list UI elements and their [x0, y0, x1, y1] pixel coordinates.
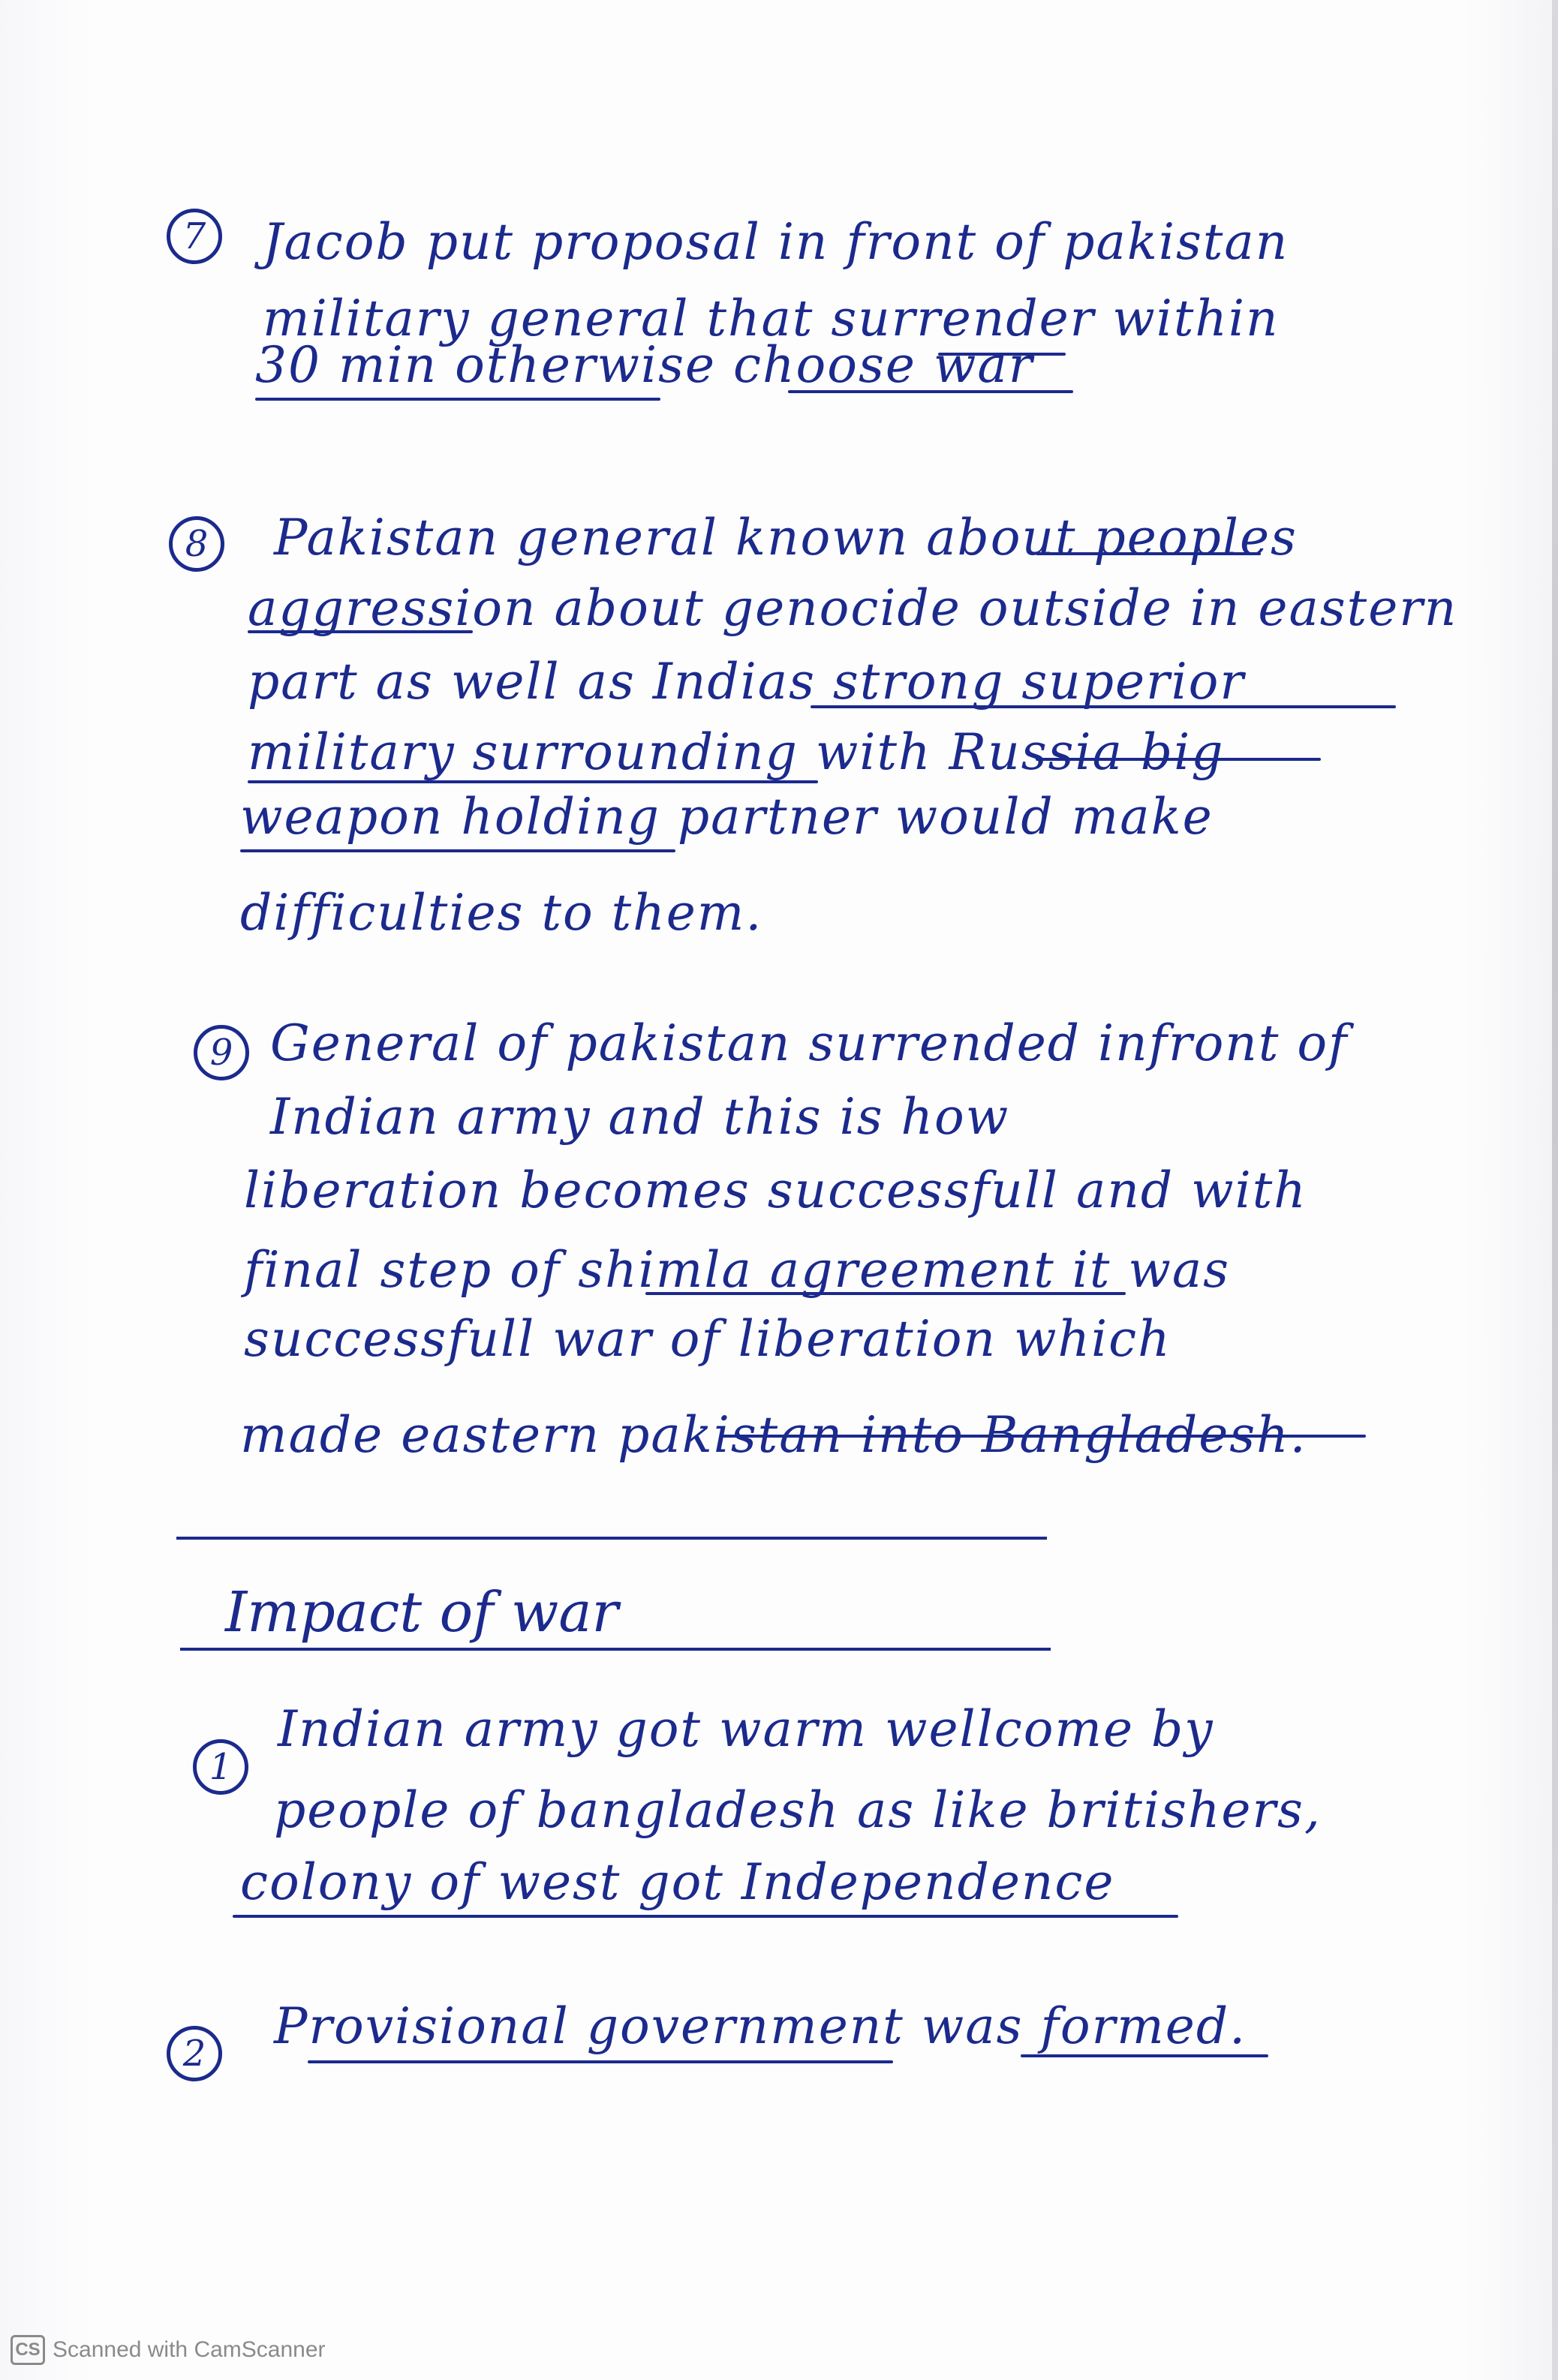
divider-line-top	[176, 1537, 1047, 1540]
point-9-line-6: made eastern pakistan into Bangladesh.	[240, 1406, 1307, 1464]
camscanner-logo-icon: CS	[11, 2335, 45, 2365]
point-9-line-2: Indian army and this is how	[270, 1088, 1010, 1146]
underline-pakistan-bangladesh	[720, 1435, 1366, 1438]
point-7-line-2: military general that surrender within	[263, 290, 1280, 347]
point-7-line-1: Jacob put proposal in front of pakistan	[263, 213, 1289, 271]
impact-1-line-2: people of bangladesh as like britishers,	[274, 1781, 1322, 1839]
point-8-line-4: military surrounding with Russia big	[248, 723, 1225, 781]
underline-formed	[1021, 2054, 1268, 2057]
point-8-line-2: aggression about genocide outside in eastern	[248, 579, 1458, 637]
point-9-line-4: final step of shimla agreement it was	[244, 1241, 1231, 1299]
point-7-number: 7	[167, 209, 222, 264]
point-9-line-5: successfull war of liberation which	[244, 1310, 1172, 1368]
underline-military-surrounding	[248, 780, 818, 783]
point-9-number: 9	[194, 1025, 249, 1080]
underline-surrender	[938, 353, 1066, 356]
point-9-line-1: General of pakistan surrended infront of	[270, 1014, 1349, 1072]
underline-indias-strong	[811, 705, 1396, 708]
page-edge-shadow	[1552, 0, 1558, 2380]
point-8-line-6: difficulties to them.	[240, 884, 763, 942]
underline-weapon-holding	[240, 849, 675, 852]
point-7-line-3: 30 min otherwise choose war	[255, 336, 1034, 394]
underline-colony-independence	[233, 1915, 1178, 1918]
camscanner-text: Scanned with CamScanner	[53, 2337, 326, 2362]
point-9-line-3: liberation becomes successfull and with	[244, 1161, 1307, 1219]
impact-1-line-1: Indian army got warm wellcome by	[278, 1700, 1214, 1758]
underline-peoples	[1036, 552, 1261, 555]
point-8-number: 8	[169, 516, 224, 572]
impact-2-number: 2	[167, 2026, 222, 2081]
underline-shimla-agreement	[645, 1292, 1126, 1295]
camscanner-watermark	[11, 2335, 326, 2365]
impact-1-number: 1	[193, 1739, 248, 1795]
underline-provisional-government	[308, 2060, 893, 2063]
impact-heading: Impact of war	[225, 1580, 618, 1645]
point-8-line-5: weapon holding partner would make	[240, 788, 1214, 846]
impact-2-line-1: Provisional government was formed.	[274, 1997, 1247, 2055]
underline-russia-big	[1036, 758, 1321, 761]
impact-1-line-3: colony of west got Independence	[240, 1853, 1115, 1911]
divider-line-bottom	[180, 1648, 1051, 1651]
underline-30-min	[255, 398, 660, 401]
underline-aggression	[248, 630, 473, 633]
point-8-line-1: Pakistan general known about peoples	[274, 509, 1298, 566]
point-8-line-3: part as well as Indias strong superior	[248, 653, 1245, 711]
underline-choose-war	[788, 390, 1073, 393]
